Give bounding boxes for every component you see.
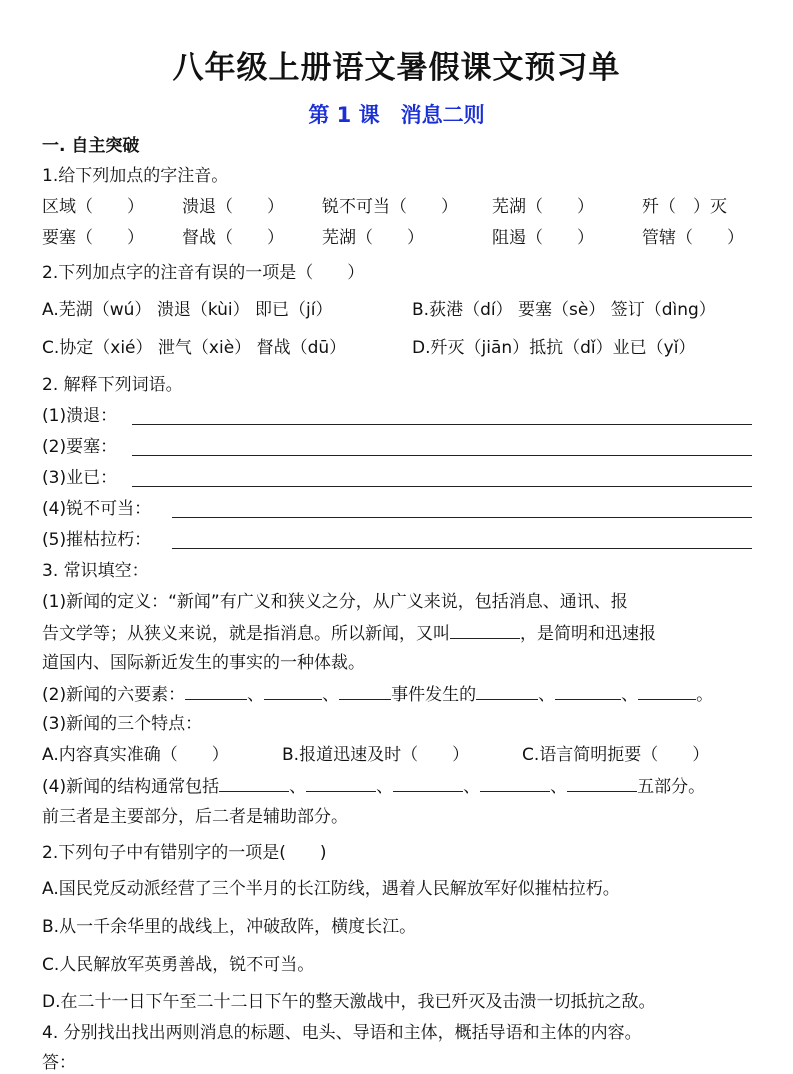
fill-blank[interactable] (567, 775, 637, 792)
vocab-item: (3)业已： (42, 468, 118, 488)
fill-blank[interactable] (393, 775, 463, 792)
answer-label: 答： (42, 1053, 76, 1073)
pinyin-item: 管辖（ ） (642, 228, 744, 248)
text-span: 。 (696, 685, 714, 705)
pinyin-item: 区域（ ） (42, 197, 144, 217)
choice-option: A.国民党反动派经营了三个半月的长江防线，遇着人民解放军好似摧枯拉朽。 (42, 879, 620, 899)
choice-option: D.歼灭（jiān）抵抗（dǐ）业已（yǐ） (412, 338, 696, 358)
fill-blank[interactable] (219, 775, 289, 792)
text-span: 、 (247, 685, 265, 705)
fill-blank[interactable] (339, 683, 391, 700)
choice-option: A.内容真实准确（ ） (42, 745, 229, 765)
text-span: (4)新闻的结构通常包括 (42, 777, 220, 797)
vocab-item: (1)溃退： (42, 406, 118, 426)
fill-blank[interactable] (264, 683, 322, 700)
section-heading: 一. 自主突破 (42, 136, 140, 156)
q1-prompt: 1.给下列加点的字注音。 (42, 166, 229, 186)
text-span: 五部分。 (637, 777, 706, 797)
choice-option: D.在二十一日下午至二十二日下午的整天激战中，我已歼灭及击溃一切抵抗之敌。 (42, 992, 656, 1012)
choice-option: C.语言简明扼要（ ） (522, 745, 710, 765)
choice-option: B.荻港（dí） 要塞（sè） 签订（dìng） (412, 300, 716, 320)
q5-prompt: 2.下列句子中有错别字的一项是( ) (42, 843, 327, 863)
choice-option: C.人民解放军英勇善战，锐不可当。 (42, 955, 315, 975)
text-span: 、 (376, 777, 394, 797)
fill-blank[interactable] (185, 683, 247, 700)
q2-prompt: 2.下列加点字的注音有误的一项是（ ） (42, 263, 365, 283)
vocab-item: (2)要塞： (42, 437, 118, 457)
fill-blank[interactable] (306, 775, 376, 792)
fill-blank[interactable] (480, 775, 550, 792)
fill-blank[interactable] (638, 683, 696, 700)
paragraph-line: (1)新闻的定义：“新闻”有广义和狭义之分，从广义来说，包括消息、通讯、报 (42, 592, 628, 612)
answer-line[interactable] (132, 455, 752, 456)
pinyin-item: 锐不可当（ ） (322, 197, 458, 217)
answer-line[interactable] (132, 424, 752, 425)
answer-line[interactable] (132, 486, 752, 487)
text-span: 、 (322, 685, 340, 705)
text-span: 、 (538, 685, 556, 705)
paragraph-line (42, 622, 656, 645)
choice-option: C.协定（xié） 泄气（xiè） 督战（dū） (42, 338, 347, 358)
paragraph-line (42, 775, 705, 798)
q6-prompt: 4. 分别找出找出两则消息的标题、电头、导语和主体，概括导语和主体的内容。 (42, 1023, 642, 1043)
pinyin-item: 溃退（ ） (182, 197, 284, 217)
lesson-subtitle: 第 1 课 消息二则 (308, 103, 485, 127)
text-span: 、 (621, 685, 639, 705)
paragraph-line: 前三者是主要部分，后二者是辅助部分。 (42, 807, 348, 827)
choice-option: B.报道迅速及时（ ） (282, 745, 470, 765)
text-span: 告文学等；从狭义来说，就是指消息。所以新闻，又叫 (42, 624, 450, 644)
choice-option: A.芜湖（wú） 溃退（kùi） 即已（jí） (42, 300, 333, 320)
answer-line[interactable] (172, 517, 752, 518)
paragraph-line: 道国内、国际新近发生的事实的一种体裁。 (42, 653, 365, 673)
pinyin-item: 芜湖（ ） (492, 197, 594, 217)
fill-blank[interactable] (476, 683, 538, 700)
text-span: 事件发生的 (391, 685, 477, 705)
paragraph-line (42, 683, 713, 706)
pinyin-item: 督战（ ） (182, 228, 284, 248)
fill-blank[interactable] (555, 683, 621, 700)
answer-line[interactable] (172, 548, 752, 549)
pinyin-item: 要塞（ ） (42, 228, 144, 248)
vocab-item: (5)摧枯拉朽： (42, 530, 152, 550)
pinyin-item: 芜湖（ ） (322, 228, 424, 248)
text-span: ，是简明和迅速报 (520, 624, 656, 644)
paragraph-line: (3)新闻的三个特点： (42, 714, 203, 734)
pinyin-item: 阻遏（ ） (492, 228, 594, 248)
fill-blank[interactable] (450, 622, 520, 639)
page-title: 八年级上册语文暑假课文预习单 (172, 50, 621, 86)
text-span: 、 (289, 777, 307, 797)
choice-option: B.从一千余华里的战线上，冲破敌阵，横度长江。 (42, 917, 417, 937)
vocab-item: (4)锐不可当： (42, 499, 152, 519)
q3-prompt: 2. 解释下列词语。 (42, 375, 183, 395)
text-span: 、 (550, 777, 568, 797)
q4-prompt: 3. 常识填空： (42, 561, 149, 581)
text-span: (2)新闻的六要素： (42, 685, 186, 705)
text-span: 、 (463, 777, 481, 797)
pinyin-item: 歼（ ）灭 (642, 197, 727, 217)
